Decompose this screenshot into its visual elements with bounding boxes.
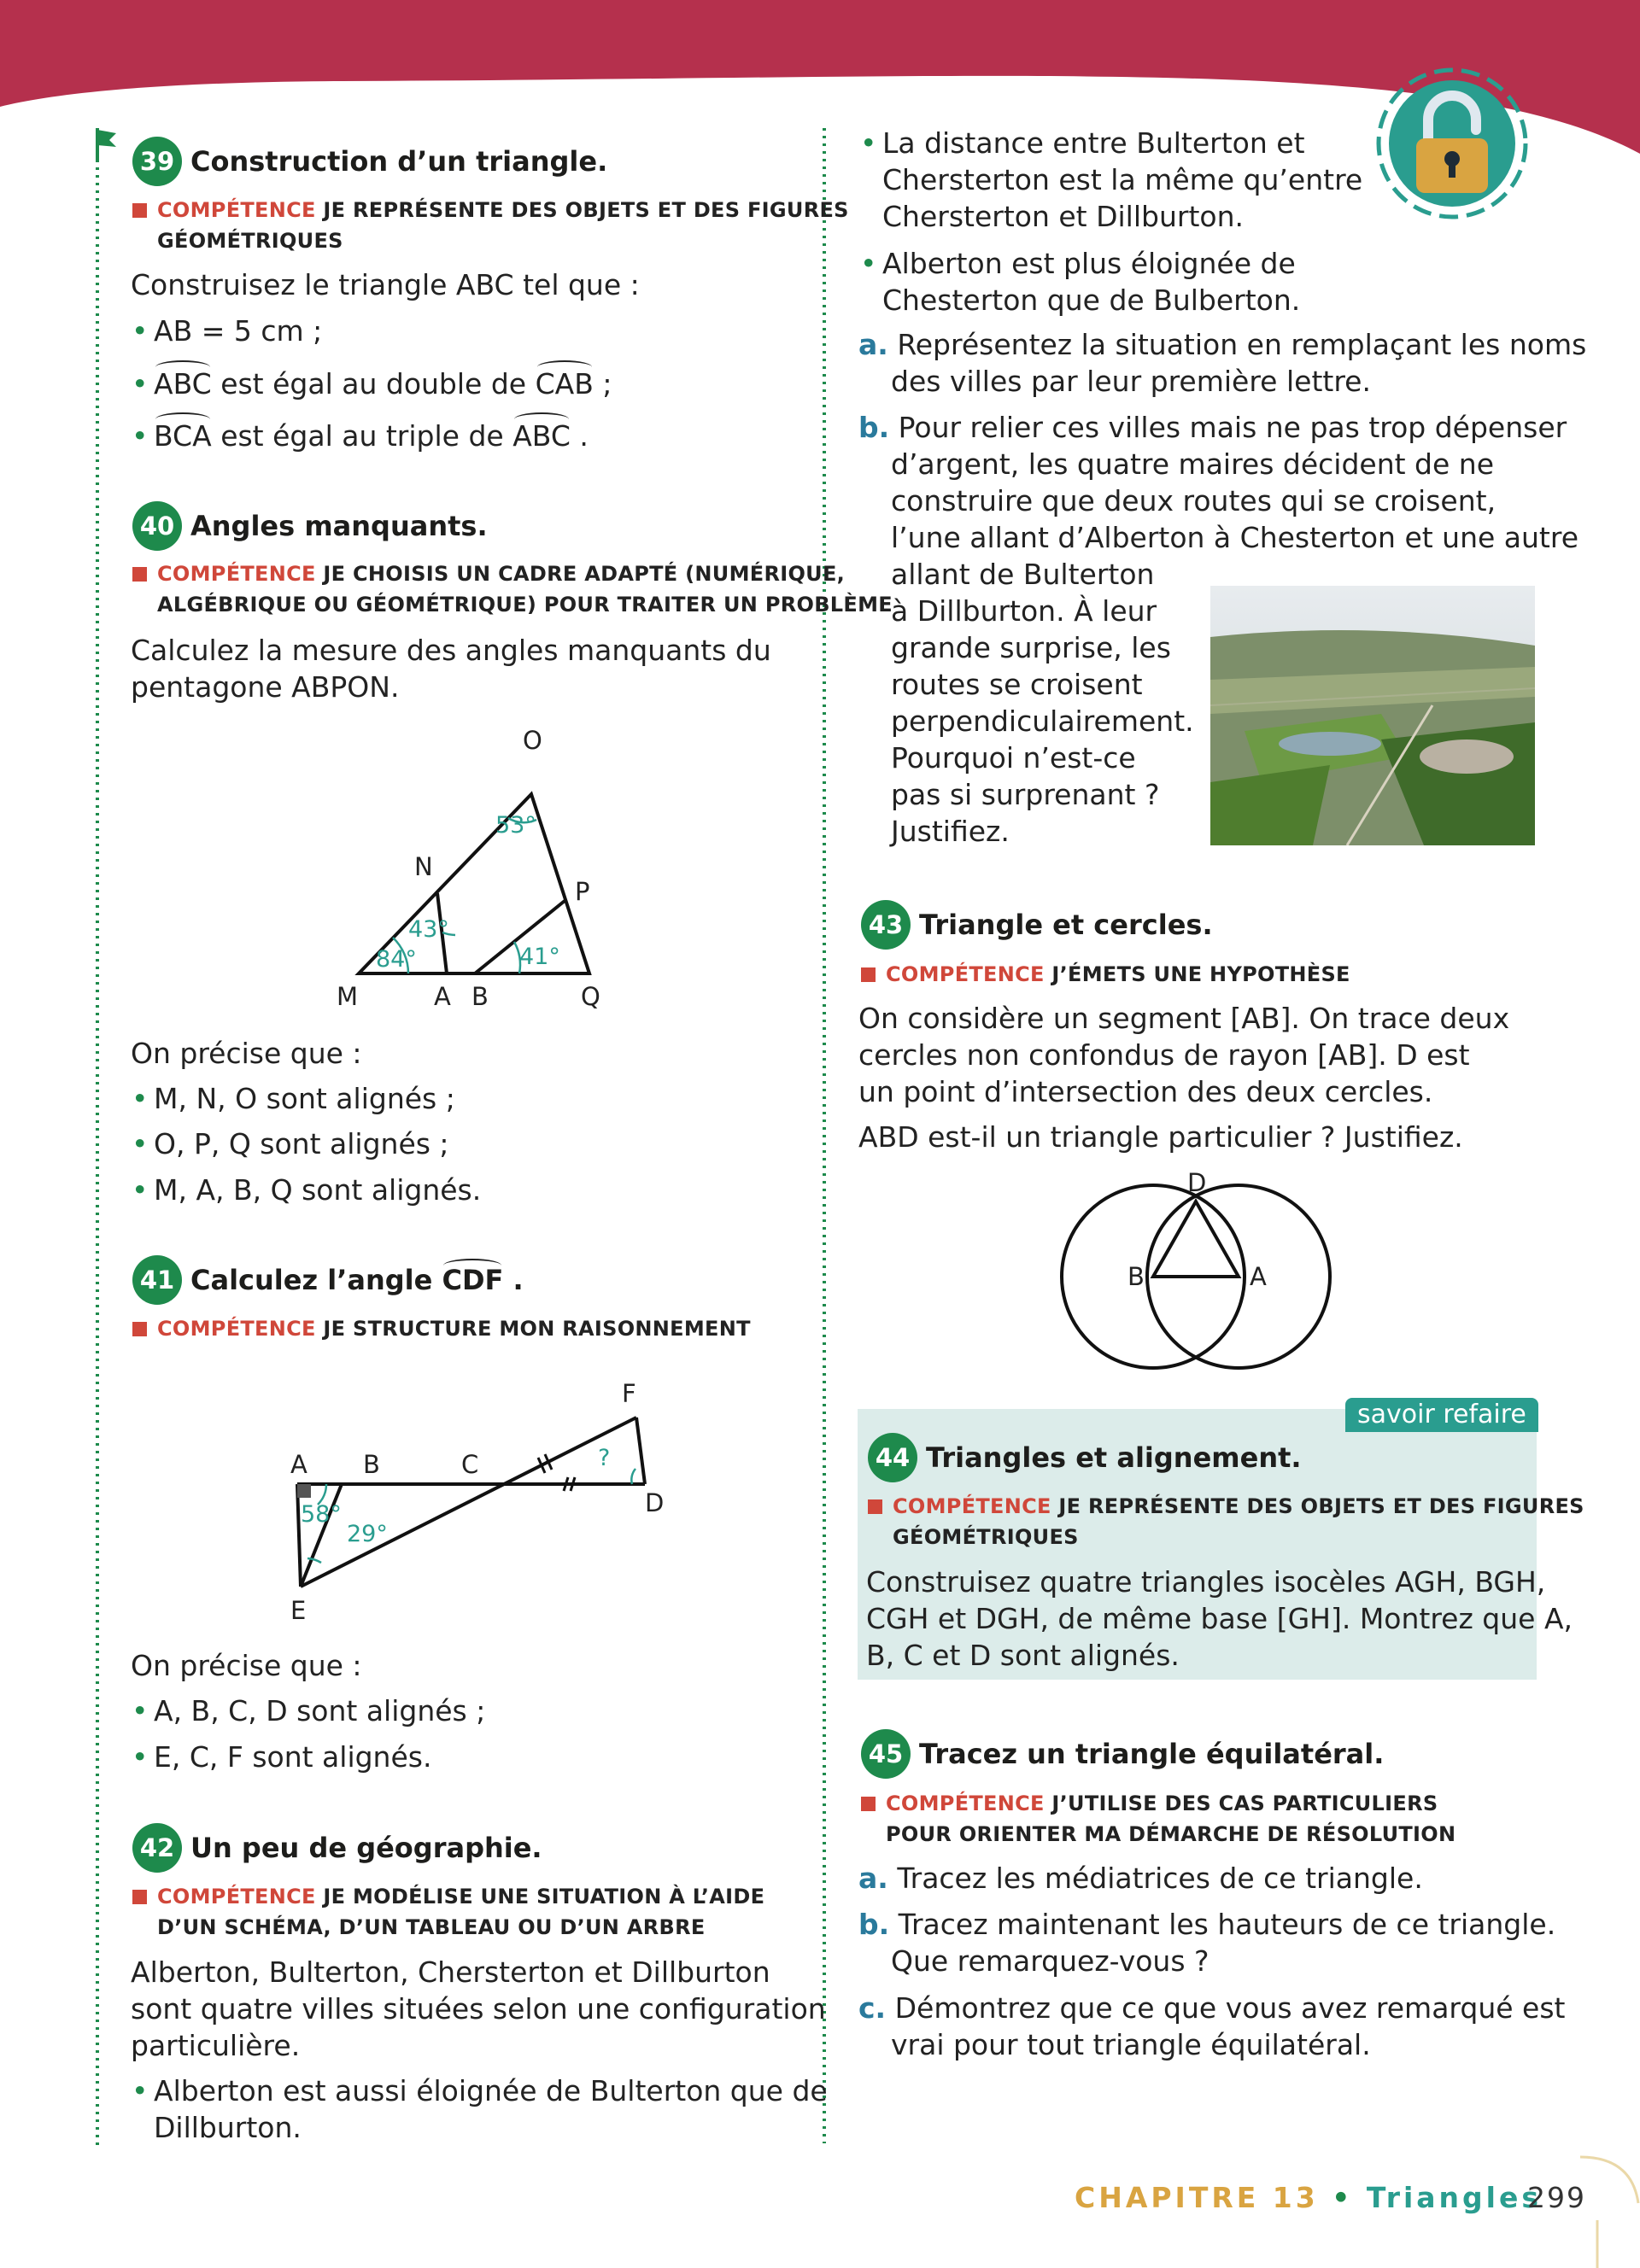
fig41-label-D: D: [645, 1488, 665, 1517]
ex42-intro: Alberton, Bulterton, Chersterton et Dillburton sont quatre villes situées selon une configuration particulière.: [131, 1955, 826, 2062]
ex41-title: Calculez l’angle CDF .: [190, 1264, 524, 1296]
fig43-label-B: B: [1128, 1262, 1145, 1291]
fig41-label-F: F: [622, 1379, 636, 1408]
ex40-number: 40: [132, 501, 182, 551]
ex42-number: 42: [132, 1823, 182, 1873]
fig40-label-Q: Q: [581, 982, 600, 1011]
aerial-landscape-photo: [1210, 586, 1535, 845]
ex44-competence: COMPÉTENCE JE REPRÉSENTE DES OBJETS ET DES FIGURES GÉOMÉTRIQUES: [868, 1491, 1584, 1552]
fig41-angle-29: 29°: [347, 1521, 388, 1547]
ex43-circles-figure: [1055, 1166, 1337, 1379]
fig40-label-N: N: [414, 852, 433, 881]
fig41-label-B: B: [363, 1450, 380, 1479]
ex40-bullet-1: • M, N, O sont alignés ;: [154, 1080, 455, 1117]
fig43-label-A: A: [1250, 1262, 1267, 1291]
lock-icon: [1375, 67, 1529, 220]
left-ruler: [85, 128, 120, 2152]
page-corner-arc: [1580, 2152, 1640, 2268]
ex41-competence: COMPÉTENCE JE STRUCTURE MON RAISONNEMENT: [132, 1313, 751, 1344]
ex44-header: [868, 1433, 1302, 1482]
ex42-header: [132, 1823, 542, 1873]
ex43-header: [861, 900, 1213, 950]
ex42-question-b: b. Pour relier ces villes mais ne pas trop dépenser d’argent, les quatre maires décident de ne construire que deux routes qui se croisent, l’une allant d’Alberton à Chesterton et une autre allant de Bulterton à Dillburton. À leur grande surprise, les routes se croisent perpendiculairement. Pourquoi n’est-ce pas si surprenant ? Justifiez.: [858, 411, 1579, 848]
ex44-title: Triangles et alignement.: [926, 1441, 1302, 1474]
ex44-statement: Construisez quatre triangles isocèles AGH, BGH, CGH et DGH, de même base [GH]. Montrez que A, B, C et D sont alignés.: [866, 1565, 1573, 1672]
ex40-precise: On précise que :: [131, 1037, 362, 1070]
ex45-question-b: b. Tracez maintenant les hauteurs de ce triangle. Que remarquez-vous ?: [858, 1908, 1556, 1978]
ex40-statement: Calculez la mesure des angles manquants du pentagone ABPON.: [131, 634, 771, 704]
ex40-title: Angles manquants.: [190, 510, 488, 542]
ex39-number: 39: [132, 137, 182, 186]
ex42-bullet-2: • La distance entre Bulterton et Chersterton est la même qu’entre Chersterton et Dillburton.: [882, 125, 1362, 235]
ex39-competence: COMPÉTENCE JE REPRÉSENTE DES OBJETS ET DES FIGURES GÉOMÉTRIQUES: [132, 195, 849, 256]
fig40-label-M: M: [337, 982, 359, 1011]
ex40-bullet-2: • O, P, Q sont alignés ;: [154, 1125, 449, 1162]
ex40-bullet-3: • M, A, B, Q sont alignés.: [154, 1172, 481, 1208]
fig40-label-O: O: [523, 726, 542, 755]
fig41-angle-unknown: ?: [598, 1445, 611, 1471]
fig40-angle-43: 43°: [408, 916, 449, 943]
fig40-label-B: B: [472, 982, 489, 1011]
fig41-label-C: C: [461, 1450, 479, 1479]
ex42-title: Un peu de géographie.: [190, 1832, 542, 1864]
ex42-bullet-1: • Alberton est aussi éloignée de Bulterton que de Dillburton.: [154, 2072, 828, 2146]
ex45-competence: COMPÉTENCE J’UTILISE DES CAS PARTICULIERS POUR ORIENTER MA DÉMARCHE DE RÉSOLUTION: [861, 1788, 1456, 1850]
fig40-label-P: P: [575, 877, 590, 906]
ex39-bullet-3: • BCA est égal au triple de ABC .: [154, 418, 589, 454]
ex39-header: [132, 137, 607, 186]
ex39-bullet-1: • AB = 5 cm ;: [154, 313, 322, 349]
ex45-question-c: c. Démontrez que ce que vous avez remarqué est vrai pour tout triangle équilatéral.: [858, 1991, 1566, 2061]
ex40-competence: COMPÉTENCE JE CHOISIS UN CADRE ADAPTÉ (NUMÉRIQUE, ALGÉBRIQUE OU GÉOMÉTRIQUE) POUR TRAITER UN PROBLÈME: [132, 558, 893, 620]
footer-separator: •: [1332, 2181, 1354, 2214]
ex43-title: Triangle et cercles.: [919, 909, 1213, 941]
footer-chapter-title: Triangles: [1366, 2181, 1543, 2214]
ex45-header: [861, 1729, 1384, 1779]
footer-chapter: [1075, 2181, 1542, 2214]
ex40-figure: [325, 717, 632, 1025]
ex45-question-a: a. Tracez les médiatrices de ce triangle.: [858, 1862, 1423, 1895]
fig43-label-D: D: [1187, 1168, 1207, 1197]
ex45-title: Tracez un triangle équilatéral.: [919, 1738, 1385, 1770]
ex41-precise: On précise que :: [131, 1649, 362, 1682]
fig40-angle-41: 41°: [519, 944, 560, 970]
ex43-competence: COMPÉTENCE J’ÉMETS UNE HYPOTHÈSE: [861, 959, 1350, 990]
column-divider: [816, 128, 833, 2143]
fig41-label-E: E: [290, 1596, 307, 1625]
ex41-header: [132, 1255, 524, 1305]
ex39-bullet-2: • ABC est égal au double de CAB ;: [154, 365, 612, 402]
ex42-competence: COMPÉTENCE JE MODÉLISE UNE SITUATION À L’AIDE D’UN SCHÉMA, D’UN TABLEAU OU D’UN ARBRE: [132, 1881, 764, 1943]
ex39-title: Construction d’un triangle.: [190, 145, 608, 178]
fig40-angle-53: 53°: [495, 812, 536, 839]
fig40-label-A: A: [434, 982, 451, 1011]
ex40-header: [132, 501, 488, 551]
page-number: 299: [1527, 2181, 1586, 2214]
ex43-statement: On considère un segment [AB]. On trace deux cercles non confondus de rayon [AB]. D est un point d’intersection des deux cercles. ABD est-il un triangle particulier ? Justifiez.: [858, 1002, 1510, 1154]
fig41-label-A: A: [290, 1450, 308, 1479]
fig40-angle-84: 84°: [376, 946, 417, 973]
ex43-number: 43: [861, 900, 911, 950]
ex42-question-a: a. Représentez la situation en remplaçant les noms des villes par leur première lettre.: [858, 328, 1587, 398]
ex41-bullet-2: • E, C, F sont alignés.: [154, 1739, 431, 1775]
ex41-bullet-1: • A, B, C, D sont alignés ;: [154, 1692, 485, 1729]
ex39-intro: Construisez le triangle ABC tel que :: [131, 268, 640, 301]
ex42-bullet-3: • Alberton est plus éloignée de Chesterton que de Bulberton.: [882, 245, 1300, 319]
ex45-number: 45: [861, 1729, 911, 1779]
footer-chapter-label: CHAPITRE 13: [1075, 2181, 1319, 2214]
fig41-angle-58: 58°: [301, 1501, 342, 1528]
ex41-number: 41: [132, 1255, 182, 1305]
ex41-figure-final: [273, 1358, 683, 1640]
savoir-refaire-tag: savoir refaire: [1345, 1398, 1538, 1432]
ex44-number: 44: [868, 1433, 917, 1482]
